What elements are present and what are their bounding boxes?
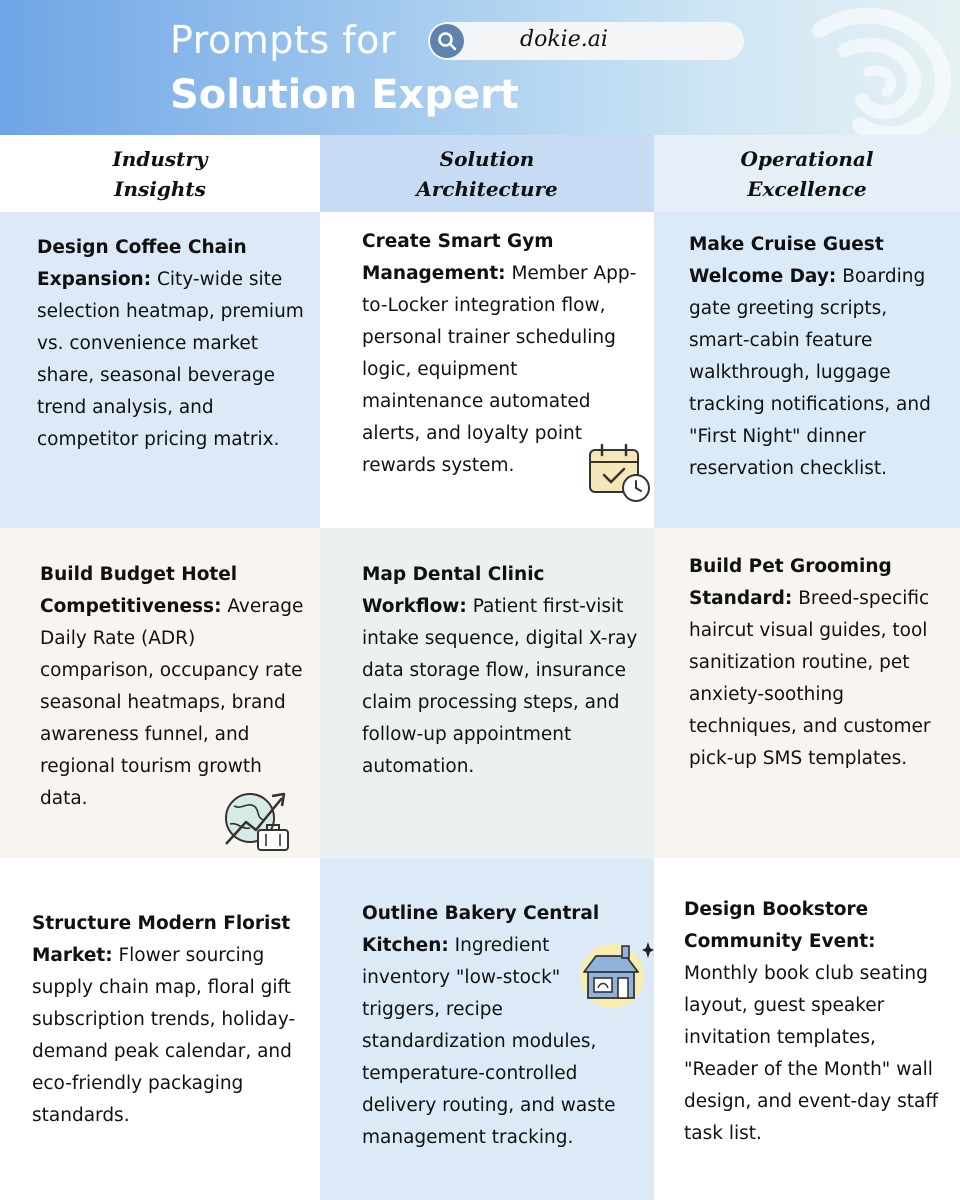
bakery-shop-icon	[578, 938, 654, 1010]
card-body: Monthly book club seating layout, guest speaker invitation templates, "Reader of the Month" wall design, and event-day staff task list.	[684, 963, 939, 1144]
card-text	[40, 559, 310, 815]
card-cell	[654, 528, 960, 858]
card-cell	[0, 528, 320, 858]
column-header-operational-excellence: Operational Excellence	[654, 135, 960, 212]
card-cell	[0, 858, 320, 1200]
search-bar[interactable]	[428, 22, 744, 60]
card-text	[689, 229, 949, 485]
swirl-logo	[790, 0, 960, 135]
search-icon[interactable]	[430, 24, 464, 58]
card-title: Build Budget Hotel Competitiveness:	[40, 564, 238, 617]
card-text	[362, 559, 642, 783]
card-body: Flower sourcing supply chain map, floral gift subscription trends, holiday-demand peak calendar, and eco-friendly packaging standards.	[32, 945, 296, 1126]
card-text	[362, 898, 618, 1154]
card-body: Patient first-visit intake sequence, digital X-ray data storage flow, insurance claim processing steps, and follow-up appointment automation.	[362, 596, 638, 777]
card-text	[32, 908, 308, 1132]
card-cell	[320, 528, 654, 858]
card-body: Average Daily Rate (ADR) comparison, occupancy rate seasonal heatmaps, brand awareness funnel, and regional tourism growth data.	[40, 596, 304, 809]
card-cell	[654, 858, 960, 1200]
card-title: Structure Modern Florist Market:	[32, 913, 291, 966]
card-title: Design Bookstore Community Event:	[684, 899, 876, 952]
column-header-industry-insights: Industry Insights	[0, 135, 320, 212]
card-title: Design Coffee Chain Expansion:	[37, 237, 247, 290]
card-title: Make Cruise Guest Welcome Day:	[689, 234, 884, 287]
card-title: Map Dental Clinic Workflow:	[362, 564, 545, 617]
card-body: Ingredient inventory "low-stock" triggers, recipe standardization modules, temperature-controlled delivery routing, and waste management tracking.	[362, 935, 616, 1148]
card-text	[689, 551, 945, 775]
card-text	[684, 894, 954, 1150]
card-cell	[0, 212, 320, 528]
card-title: Outline Bakery Central Kitchen:	[362, 903, 600, 956]
card-text	[37, 232, 307, 456]
card-cell	[654, 212, 960, 528]
card-cell	[320, 858, 654, 1200]
search-text: dokie.ai	[520, 27, 608, 52]
card-body: Breed-specific haircut visual guides, tool sanitization routine, pet anxiety-soothing techniques, and customer pick-up SMS templates.	[689, 588, 931, 769]
card-body: Member App-to-Locker integration flow, personal trainer scheduling logic, equipment maintenance automated alerts, and loyalty point rewards system.	[362, 263, 637, 476]
card-body: City-wide site selection heatmap, premium vs. convenience market share, seasonal beverage trend analysis, and competitor pricing matrix.	[37, 269, 304, 450]
card-title: Build Pet Grooming Standard:	[689, 556, 892, 609]
card-title: Create Smart Gym Management:	[362, 231, 554, 284]
column-header-solution-architecture: Solution Architecture	[320, 135, 654, 212]
card-body: Boarding gate greeting scripts, smart-cabin feature walkthrough, luggage tracking notifications, and "First Night" dinner reservation checklist.	[689, 266, 931, 479]
title-line1: Prompts for	[170, 18, 396, 62]
title-line2: Solution Expert	[170, 72, 519, 118]
calendar-clock-icon	[586, 442, 656, 506]
header-banner	[0, 0, 960, 135]
card-cell	[320, 212, 654, 528]
globe-growth-luggage-icon	[220, 786, 294, 854]
